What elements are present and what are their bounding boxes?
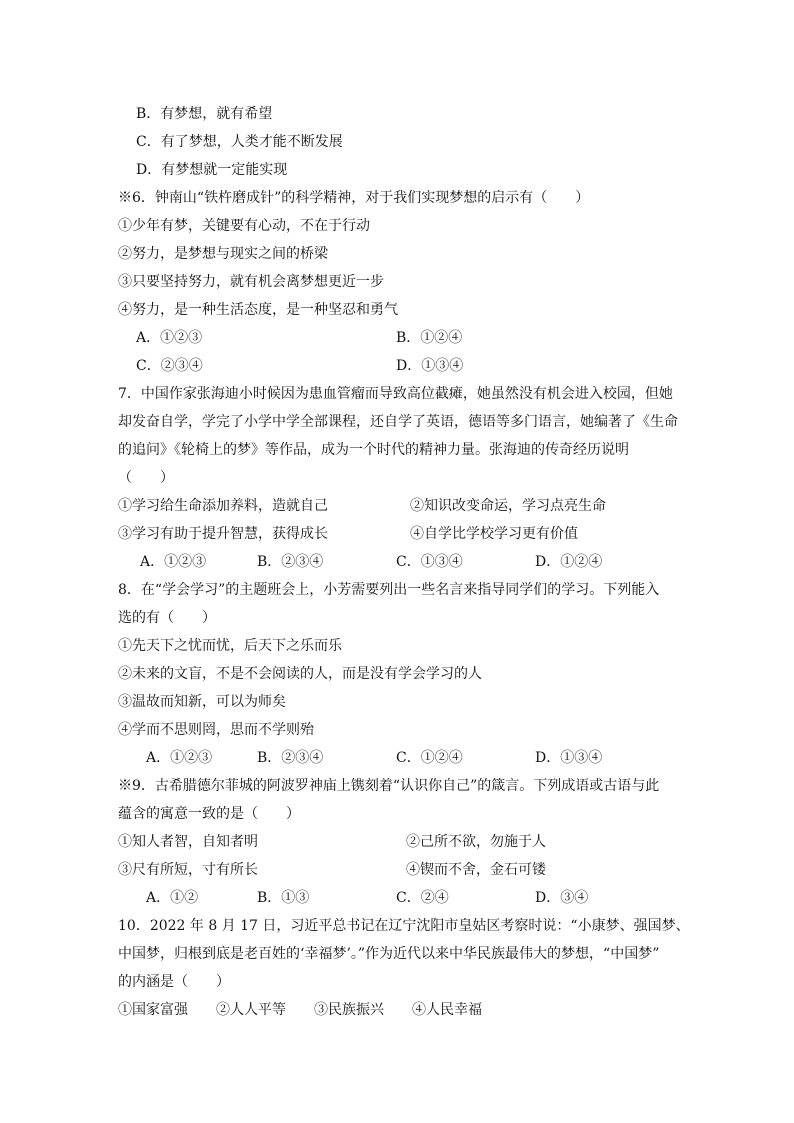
q7-item-1: ①学习给生命添加养料，造就自己 (118, 498, 328, 514)
q10-items: ①国家富强 ②人人平等 ③民族振兴 ④人民幸福 (118, 1002, 482, 1018)
q8-option-a: A．①②③ (146, 750, 213, 766)
q6-option-b: B．①②④ (396, 330, 463, 346)
q8-item-2: ②未来的文盲，不是不会阅读的人，而是没有学会学习的人 (118, 666, 482, 682)
q8-item-3: ③温故而知新，可以为师矣 (118, 694, 286, 710)
q8-stem-line-1: 8．在“学会学习”的主题班会上，小芳需要列出一些名言来指导同学们的学习。下列能入 (118, 582, 660, 598)
q7-item-4: ④自学比学校学习更有价值 (410, 526, 578, 542)
q6-item-1: ①少年有梦，关键要有心动，不在于行动 (118, 218, 370, 234)
q10-stem-line-3: 的内涵是（ ） (118, 974, 230, 990)
q7-item-3: ③学习有助于提升智慧，获得成长 (118, 526, 328, 542)
q7-stem-line-3: 的追问》《轮椅上的梦》等作品，成为一个时代的精神力量。张海迪的传奇经历说明 (118, 442, 629, 458)
q9-item-1: ①知人者智，自知者明 (118, 834, 258, 850)
q9-stem-line-1: ※9．古希腊德尔菲城的阿波罗神庙上镌刻着“认识你自己”的箴言。下列成语或古语与此 (118, 778, 660, 794)
q8-item-1: ①先天下之忧而忧，后天下之乐而乐 (118, 638, 342, 654)
q6-option-c: C．②③④ (136, 358, 203, 374)
q5-option-c: C．有了梦想，人类才能不断发展 (136, 134, 343, 150)
q9-item-3: ③尺有所短，寸有所长 (118, 862, 258, 878)
q5-option-d: D．有梦想就一定能实现 (136, 162, 288, 178)
q8-item-4: ④学而不思则罔，思而不学则殆 (118, 722, 314, 738)
q7-option-d: D．①②④ (535, 554, 603, 570)
q6-option-d: D．①③④ (396, 358, 464, 374)
q9-item-2: ②己所不欲，勿施于人 (406, 834, 546, 850)
q7-option-a: A．①②③ (140, 554, 207, 570)
q9-stem-line-2: 蕴含的寓意一致的是（ ） (118, 806, 300, 822)
q9-item-4: ④锲而不舍，金石可镂 (406, 862, 546, 878)
q8-stem-line-2: 选的有（ ） (118, 610, 216, 626)
q5-option-b: B．有梦想，就有希望 (136, 106, 273, 122)
q9-option-d: D．③④ (535, 890, 589, 906)
q7-item-2: ②知识改变命运，学习点亮生命 (410, 498, 606, 514)
q6-item-2: ②努力，是梦想与现实之间的桥梁 (118, 246, 328, 262)
q10-stem-line-1: 10．2022 年 8 月 17 日，习近平总书记在辽宁沈阳市皇姑区考察时说：“小康梦、强国梦、 (118, 918, 690, 934)
q7-stem-line-4: （ ） (118, 470, 174, 486)
q6-item-3: ③只要坚持努力，就有机会离梦想更近一步 (118, 274, 384, 290)
q7-option-b: B．②③④ (257, 554, 324, 570)
q7-stem-line-2: 却发奋自学，学完了小学中学全部课程，还自学了英语，德语等多门语言，她编著了《生命 (118, 414, 678, 430)
q8-option-b: B．②③④ (257, 750, 324, 766)
q7-stem-line-1: 7．中国作家张海迪小时候因为患血管瘤而导致高位截瘫，她虽然没有机会进入校园，但她 (118, 386, 673, 402)
q9-option-a: A．①② (146, 890, 199, 906)
q9-option-c: C．②④ (396, 890, 449, 906)
q9-option-b: B．①③ (257, 890, 310, 906)
q8-option-d: D．①③④ (535, 750, 603, 766)
q6-item-4: ④努力，是一种生活态度，是一种坚忍和勇气 (118, 302, 398, 318)
q10-stem-line-2: 中国梦，归根到底是老百姓的‘幸福梦’。”作为近代以来中华民族最伟大的梦想，“中国梦” (118, 946, 660, 962)
q7-option-c: C．①③④ (396, 554, 463, 570)
q8-option-c: C．①②④ (396, 750, 463, 766)
q6-stem: ※6．钟南山“铁杵磨成针”的科学精神，对于我们实现梦想的启示有（ ） (118, 190, 590, 206)
q6-option-a: A．①②③ (136, 330, 203, 346)
